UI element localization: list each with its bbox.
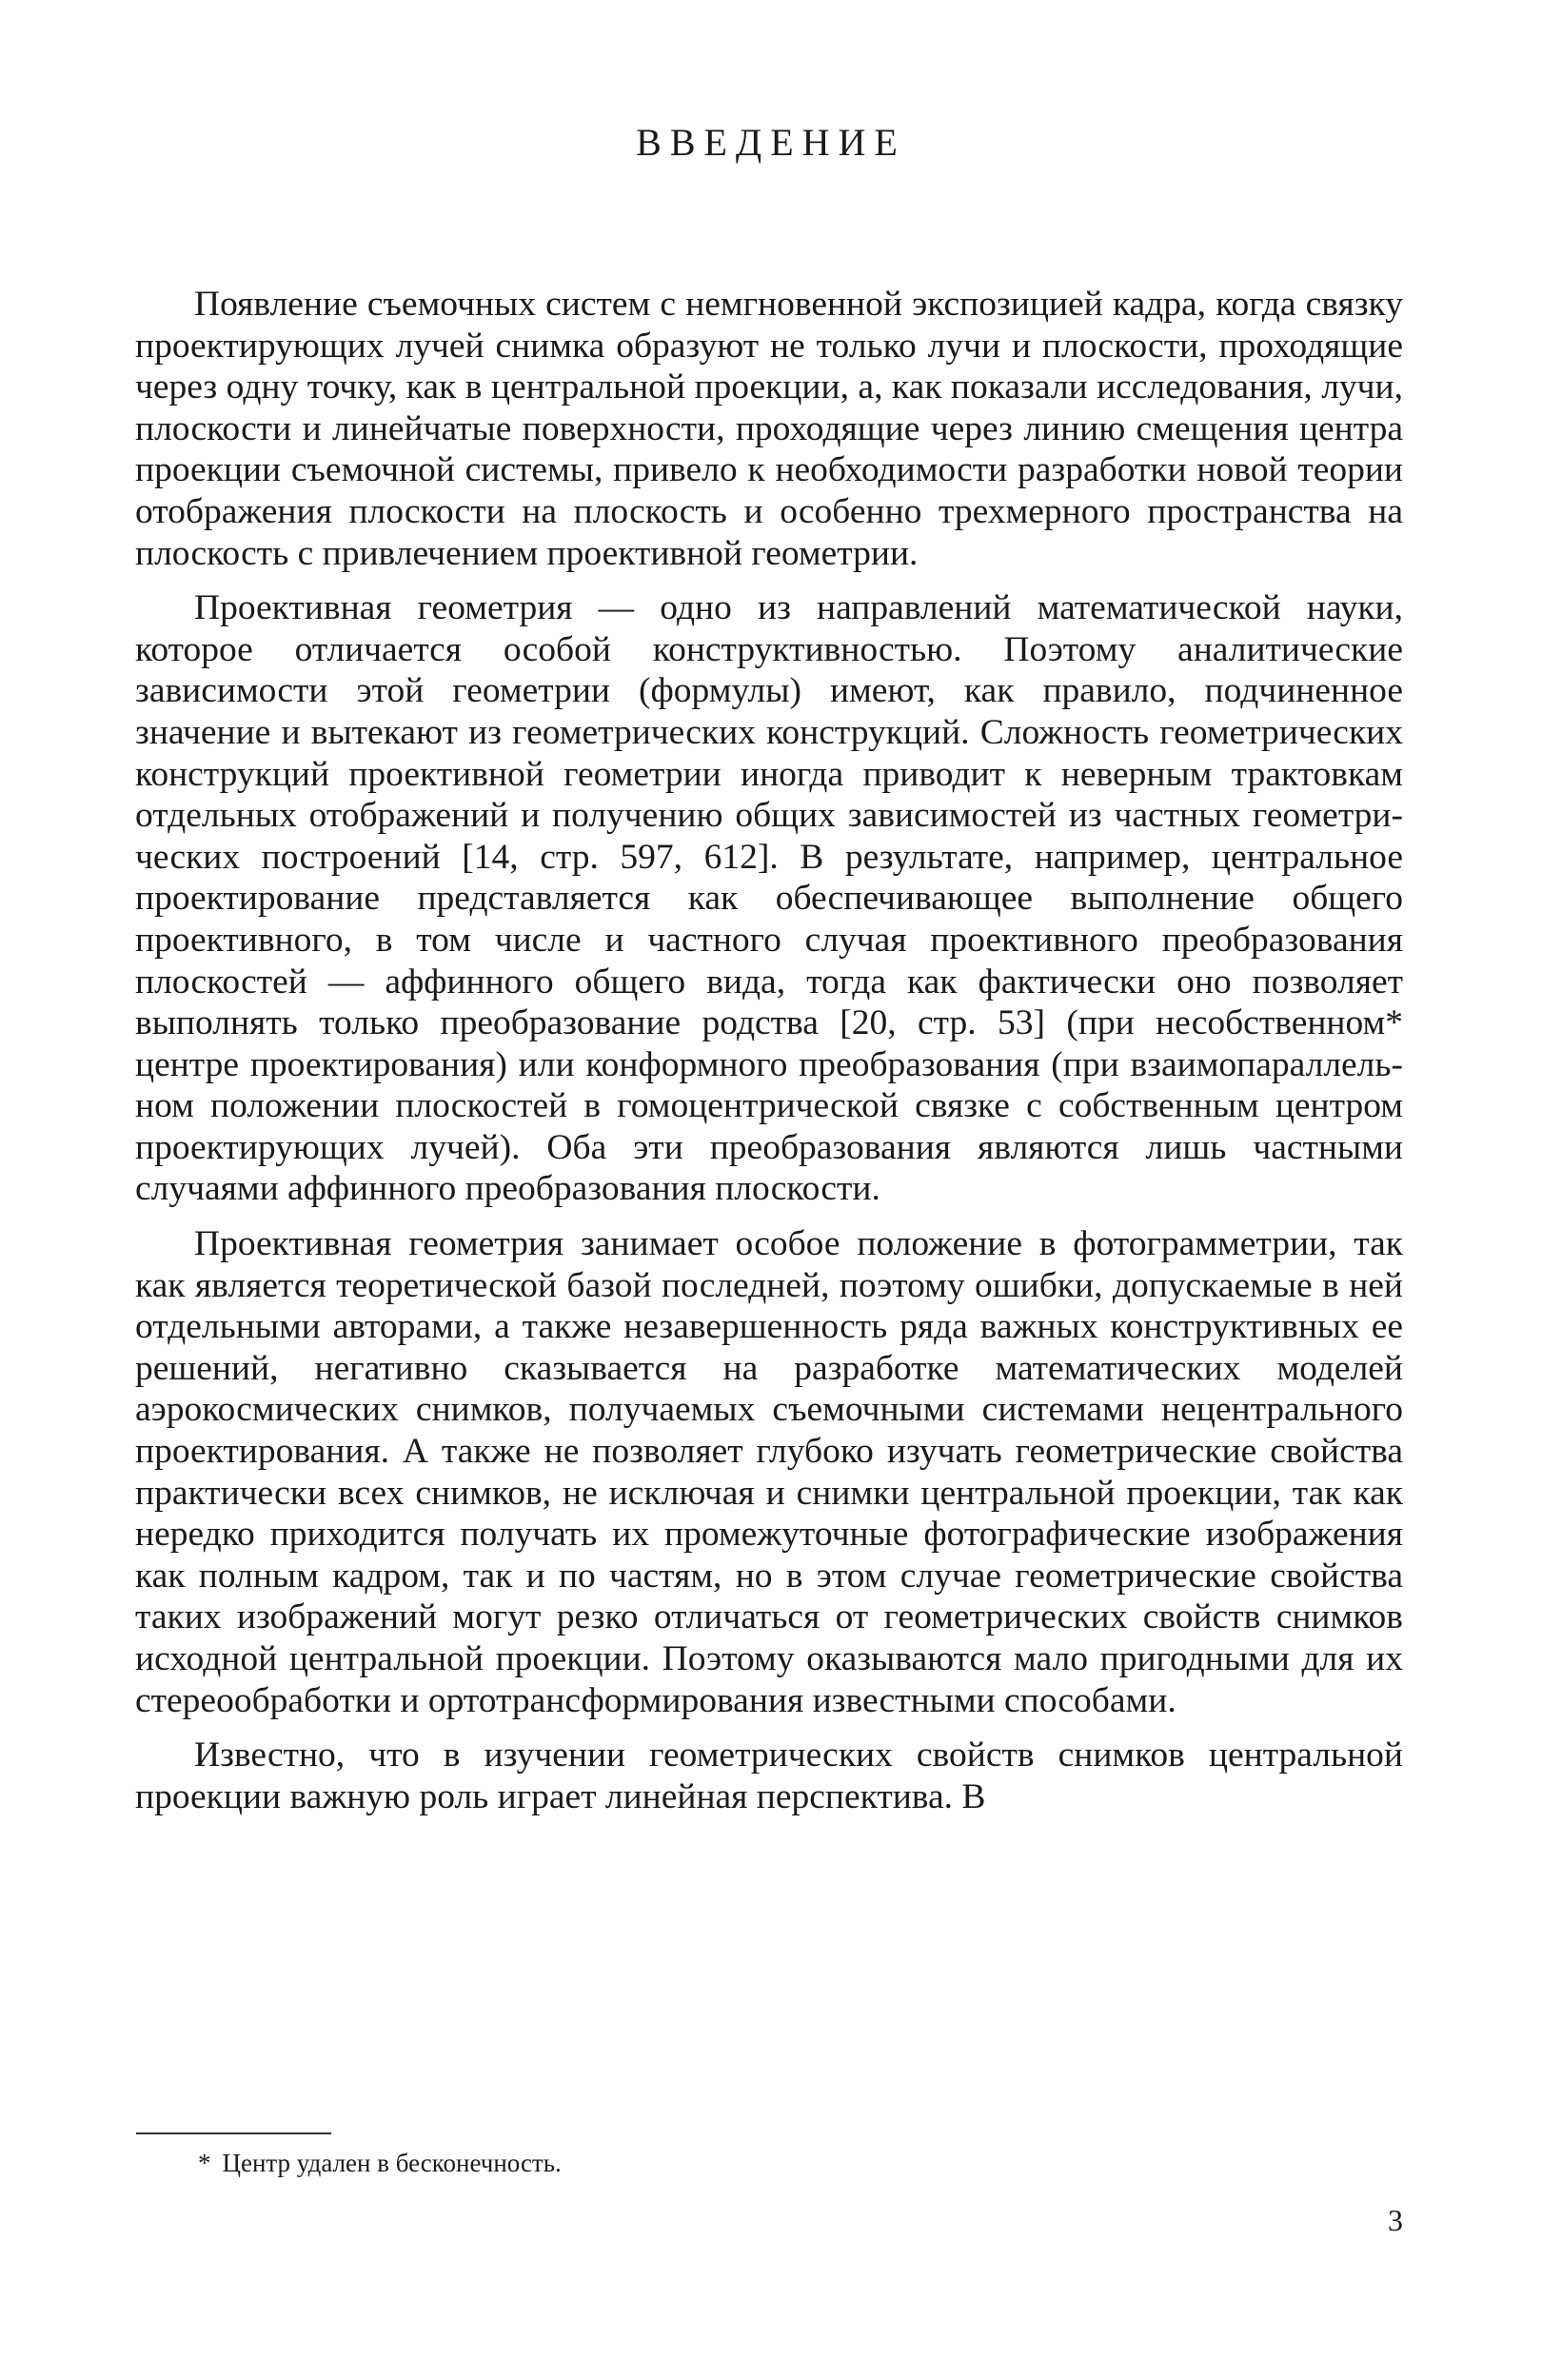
footnote-marker: * — [198, 2149, 211, 2177]
paragraph-4: Известно, что в изучении геометрических свойств снимков центральной проекции важную роль играет линейная перспектива. В — [135, 1735, 1403, 1816]
paragraph-1: Появление съемочных систем с немгновенной экспозицией кадра, когда связку проектирующих лучей снимка образуют не только лучи и плоскости, проходящие через одну точку, как в центральной проекции, а, как показали исследования, лучи, плоскости и линейчатые поверхности, проходящие через линию смещения центра проекции съемочной системы, привело к необходимости разработки новой теории отображения плоскости на плоскость и особенно трехмерного пространства на плоскость с привлечением проективной геометрии. — [135, 285, 1403, 573]
chapter-heading: ВВЕДЕНИЕ — [636, 121, 906, 164]
footnote-text: Центр удален в бесконечность. — [222, 2149, 562, 2177]
body-text — [135, 284, 1403, 1817]
footnote-divider — [136, 2132, 331, 2134]
paragraph-3: Проективная геометрия занимает особое положение в фотограмметрии, так как является теоретической базой последней, поэтому ошибки, допускаемые в ней отдельными авторами, а также незавершенность ряда важных конструктивных ее решений, негативно сказывается на разработке математических моделей аэрокосмических снимков, получаемых съемочными системами нецентрального проектирования. А также не позволяет глубоко изучать геометрические свойства практически всех снимков, не исключая и снимки центральной проекции, так как нередко приходится получать их промежуточные фотографические изображения как полным кадром, так и по частям, но в этом случае геометрические свойства таких изображений могут резко отличаться от геометрических свойств снимков исходной центральной проекции. Поэтому оказываются мало пригодными для их стереообработки и ортотрансформирования известными способами. — [135, 1224, 1403, 1720]
page-number: 3 — [1388, 2203, 1403, 2237]
paragraph-2: Проективная геометрия — одно из направлений математической науки, которое отличается особой конструктивностью. Поэтому аналитические зависимости этой геометрии (формулы) имеют, как правило, подчиненное значение и вытекают из геометрических конструкций. Сложность геометрических конструкций проективной геометрии иногда приводит к неверным трактовкам отдельных отображений и получению общих зависимостей из частных геометрических построений [14, стр. 597, 612]. В результате, например, центральное проектирование представляется как обеспечивающее выполнение общего проективного, в том числе и частного случая проективного преобразования плоскостей — аффинного общего вида, тогда как фактически оно позволяет выполнять только преобразование родства [20, стр. 53] (при несобственном* центре проектирования) или конформного преобразования (при взаимопараллельном положении плоскостей в гомоцентрической связке с собственным центром проектирующих лучей). Оба эти преобразования являются лишь частными случаями аффинного преобразования плоскости. — [135, 588, 1403, 1209]
footnote — [198, 2148, 562, 2178]
